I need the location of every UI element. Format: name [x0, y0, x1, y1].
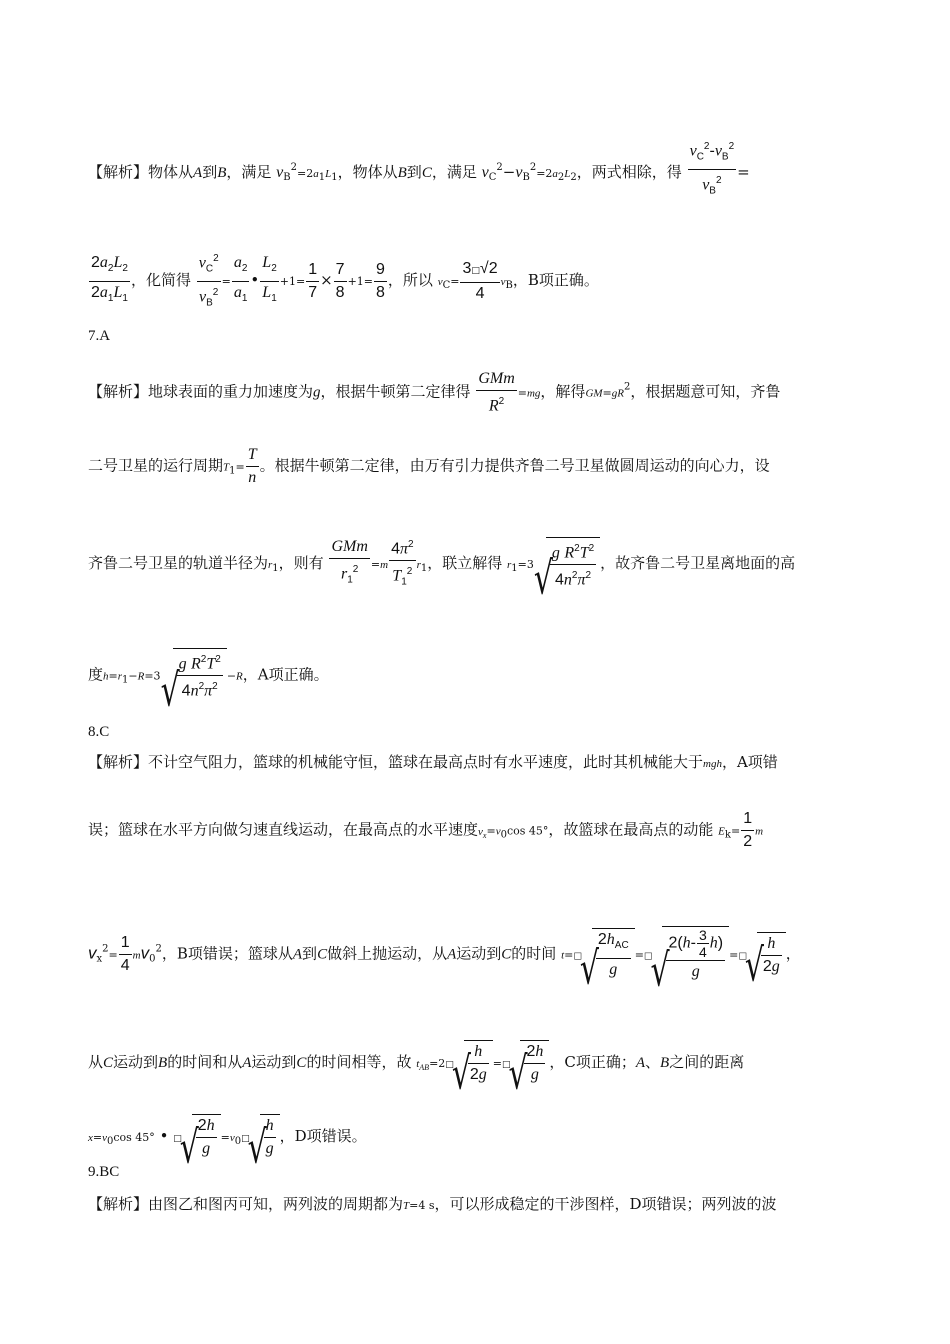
q8-line-1: 【解析】不计空气阻力，篮球的机械能守恒，篮球在最高点时有水平速度，此时其机械能大于mgh，A项错	[88, 753, 778, 771]
answer-9-label: 9.BC	[88, 1164, 120, 1180]
q8-line-3: $v_x^2=$ $\frac{1}{4}$ $mv_0^2$，B项错误；篮球从A到C做斜上抛运动，从A运动到C的时间 t=□ √ $\frac{2h_{AC}}{g}$ =□ √ 2(h- $\frac{3}{4}$ h) g =□ √ $\frac{h}{2g}$ ，	[88, 926, 801, 983]
answer-8-label: 8.C	[88, 724, 110, 740]
q8-line-5: $x=v_0\cos$ 45° • □ √ $\frac{2h}{g}$ $=v_0□$ √ $\frac{h}{g}$ ，D项错误。	[88, 1114, 367, 1160]
s6-line-2: $\frac{2a_2L_2}{2a_1L_1}$ ，化简得 $\frac{v_C^2}{v_B^2}$ = $\frac{a_2}{a_1}$ • $\frac{L_2}{L_1}$ +1= $\frac{1}{7}$ × $\frac{7}{8}$ +1= $\frac{9}{8}$ ，所以 $v_C=$ $\frac{3□√2}{4}$ $v_B$，B项正确。	[88, 248, 599, 314]
fraction-vc2-vb2: $\frac{v_C^2-v_B^2}{v_B^2}$	[688, 136, 737, 202]
q7-line-3: 齐鲁二号卫星的轨道半径为$r_1$，则有 $\frac{\text{GMm}}{r_1^2}$ =m $\frac{4\pi^2}{T_1^2}$ $r_1$，联立解得 $r_1=3$ √ $\frac{g R^2T^2}{4n^2\pi^2}$ ，故齐鲁二号卫星离地面的高	[88, 534, 795, 594]
q7-line-1: 【解析】地球表面的重力加速度为g，根据牛顿第二定律得 $\frac{\text{GMm}}{R^2}$ =mg，解得$GM=gR^2$，根据题意可知，齐鲁	[88, 370, 781, 415]
q8-line-2: 误；篮球在水平方向做匀速直线运动，在最高点的水平速度$v_x=v_0\cos$ 45°，故篮球在最高点的动能 $E_k=$ $\frac{1}{2}$ m	[88, 810, 764, 850]
q7-line-4: 度$h=r_1-R=3$ √ $\frac{g R^2T^2}{4n^2\pi^2}$ −R，A项正确。	[88, 648, 329, 703]
q7-line-2: 二号卫星的运行周期$T_1=$ $\frac{T}{n}$ 。根据牛顿第二定律，由万有引力提供齐鲁二号卫星做圆周运动的向心力，设	[88, 446, 770, 486]
q8-line-4: 从C运动到B的时间和从A运动到C的时间相等，故 $t_{AB}=2□$ √ $\frac{h}{2g}$ =□ √ $\frac{2h}{g}$ ，C项正确；A、B之间的距离	[88, 1040, 744, 1086]
answer-7-label: 7.A	[88, 328, 111, 344]
q9-line-1: 【解析】由图乙和图丙可知，两列波的周期都为T=4 s，可以形成稳定的干涉图样，D项错误；两列波的波	[88, 1195, 777, 1213]
s6-line-1: 【解析】物体从A到B，满足 $v_B^2=2a_1L_1$，物体从B到C，满足 $v_C^2-v_B^2=2a_2L_2$，两式相除，得 $\frac{v_C^2-v_B^2}{v_B^2}$ =	[88, 144, 750, 202]
